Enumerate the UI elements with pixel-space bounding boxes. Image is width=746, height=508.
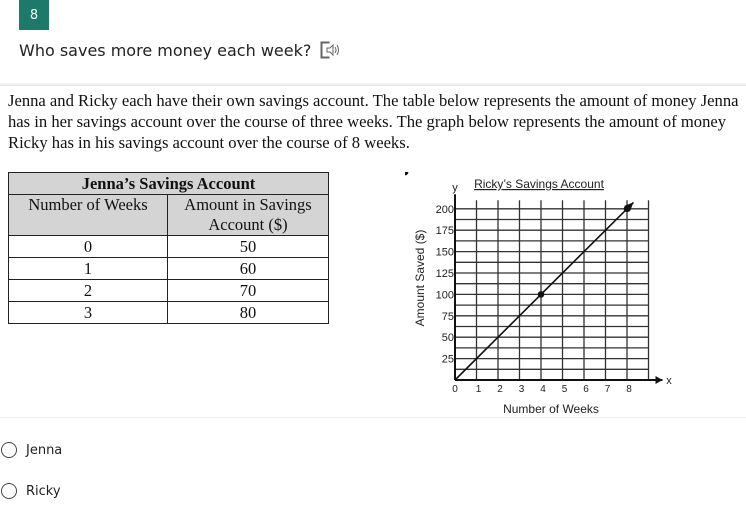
x-tick-label: 2 bbox=[497, 384, 503, 395]
jenna-savings-table bbox=[8, 172, 329, 324]
x-tick-label: 3 bbox=[518, 384, 525, 395]
x-tick-label: 0 bbox=[452, 384, 458, 395]
table-row bbox=[9, 280, 329, 302]
y-axis-label: Amount Saved ($) bbox=[413, 229, 427, 327]
table-cell-weeks: 1 bbox=[9, 258, 168, 280]
x-tick-label: 6 bbox=[583, 384, 589, 395]
series-line bbox=[455, 202, 633, 380]
y-tick-label: 125 bbox=[435, 268, 454, 280]
chart-title: Ricky’s Savings Account bbox=[474, 177, 604, 191]
x-tick-label: 1 bbox=[475, 384, 482, 395]
radio-button[interactable] bbox=[1, 442, 17, 458]
x-tick-label: 8 bbox=[626, 384, 632, 395]
y-tick-label: 100 bbox=[435, 289, 454, 302]
x-axis-arrow bbox=[656, 376, 663, 384]
table-header-weeks: Number of Weeks bbox=[9, 195, 168, 236]
passage-text: Jenna and Ricky each have their own savings account. The table below represents the amount of money Jenna has in her savings account over the course of three weeks. The graph below represents the amount of money Ricky has in his savings account over the course of 8 weeks. bbox=[8, 91, 739, 152]
table-cell-amount: 70 bbox=[168, 280, 329, 302]
table-cell-weeks: 0 bbox=[9, 236, 168, 258]
table-cell-weeks: 2 bbox=[9, 280, 168, 302]
table-cell-weeks: 3 bbox=[9, 302, 168, 324]
table-cell-amount: 80 bbox=[168, 302, 329, 324]
x-tick-label: 4 bbox=[540, 384, 546, 395]
plot-area bbox=[405, 172, 663, 395]
x-axis-letter: x bbox=[666, 375, 672, 387]
table-cell-amount: 50 bbox=[168, 236, 329, 258]
y-tick-label: 200 bbox=[435, 203, 454, 216]
y-axis-letter: y bbox=[452, 182, 458, 194]
x-tick-label: 5 bbox=[561, 384, 568, 395]
answer-option-ricky[interactable] bbox=[0, 483, 61, 499]
table-header-amount: Amount in Savings Account ($) bbox=[168, 195, 329, 236]
answer-option-jenna[interactable] bbox=[0, 442, 62, 458]
table-row bbox=[9, 302, 329, 324]
y-tick-label: 50 bbox=[441, 332, 454, 345]
question-title-text: Who saves more money each week? bbox=[19, 40, 312, 60]
y-tick-label: 75 bbox=[441, 310, 454, 323]
ricky-savings-chart bbox=[405, 172, 685, 420]
table-row bbox=[9, 258, 329, 280]
question-title bbox=[19, 40, 341, 60]
answer-option-label: Ricky bbox=[26, 483, 61, 499]
data-point bbox=[624, 206, 631, 213]
table-row bbox=[9, 236, 329, 258]
y-tick-label: 25 bbox=[441, 353, 454, 366]
question-number-badge: 8 bbox=[19, 0, 49, 30]
table-cell-amount: 60 bbox=[168, 258, 329, 280]
table-title: Jenna’s Savings Account bbox=[9, 173, 329, 195]
x-tick-label: 7 bbox=[604, 384, 611, 395]
text-to-speech-icon[interactable] bbox=[319, 40, 341, 60]
x-axis-label: Number of Weeks bbox=[503, 402, 599, 416]
answer-option-label: Jenna bbox=[26, 442, 63, 458]
data-point bbox=[405, 172, 408, 175]
radio-button[interactable] bbox=[1, 483, 17, 499]
y-tick-label: 150 bbox=[435, 246, 454, 259]
data-point bbox=[538, 291, 545, 298]
y-tick-label: 175 bbox=[435, 225, 454, 238]
